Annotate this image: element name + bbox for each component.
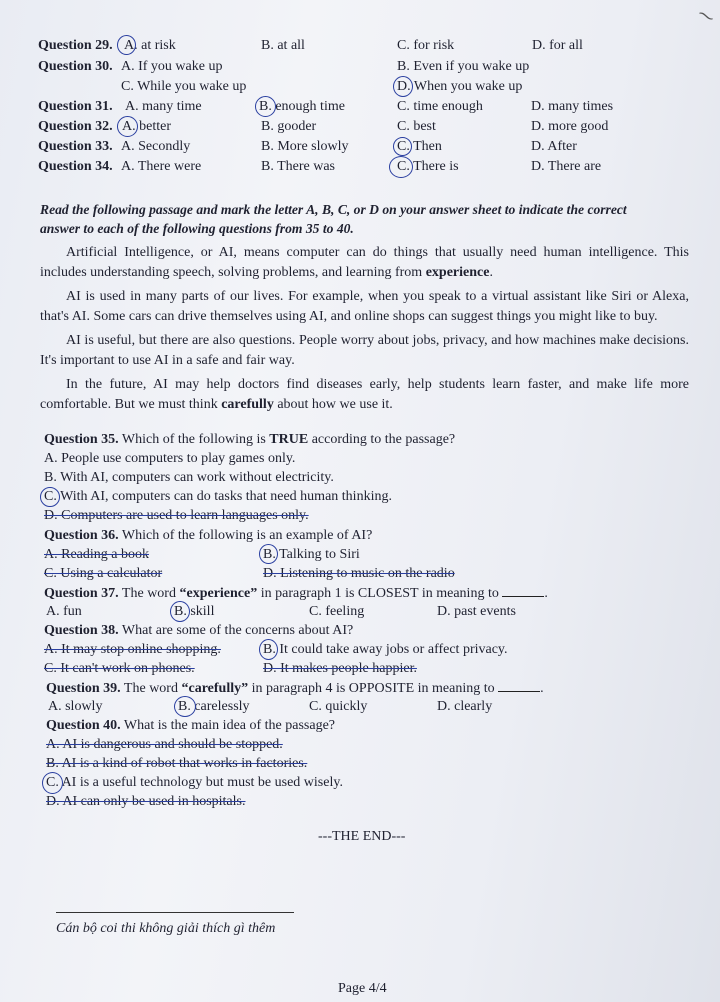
option-c: C. feeling [309,604,365,619]
stem-keyword: “carefully” [181,681,249,696]
keyword-carefully: carefully [221,397,274,412]
question-number: Question 32. [38,119,113,134]
option-b: B. enough time [259,99,345,114]
option-c: C. With AI, computers can do tasks that need human thinking. [44,489,392,504]
option-a: A. slowly [48,699,103,714]
option-c: C. While you wake up [121,79,247,94]
paragraph-text: about how we use it. [273,397,393,412]
option-b: B. gooder [261,119,317,134]
option-c: C. Using a calculator [44,566,163,581]
stem-text: in paragraph 1 is CLOSEST in meaning to [257,586,503,601]
question-stem [44,622,353,640]
option-a: A. many time [125,99,202,114]
option-b: B. With AI, computers can work without electricity. [44,470,334,485]
option-a: A. fun [46,604,82,619]
option-d: D. past events [437,604,516,619]
option-b: B. Even if you wake up [397,59,530,74]
option-a: A. at risk [124,38,176,53]
page-number: Page 4/4 [338,981,387,996]
stem-text: according to the passage? [308,432,456,447]
stem-text: . [540,681,544,696]
option-b: B. There was [261,159,335,174]
option-a: A. Reading a book [44,547,149,562]
stem-keyword: TRUE [269,432,309,447]
question-stem [44,527,372,545]
option-d: D. clearly [437,699,493,714]
question-number: Question 39. [46,681,121,696]
reading-passage [40,243,689,415]
option-d: D. Computers are used to learn languages only. [44,508,309,523]
option-b: B. carelessly [178,699,250,714]
question-number: Question 33. [38,139,113,154]
signature-line [56,912,294,913]
option-d: D. It makes people happier. [263,661,417,676]
the-end-marker: ---THE END--- [318,829,406,844]
question-stem [46,679,544,698]
option-c: C. for risk [397,38,455,53]
question-stem [44,584,548,603]
option-c: C. Then [397,139,442,154]
answer-blank [502,584,544,597]
option-c: C. time enough [397,99,483,114]
option-a: A. People use computers to play games only. [44,451,296,466]
paragraph-2: AI is used in many parts of our lives. For example, when you speak to a virtual assistant like Siri or Alexa, that's AI. Some cars can drive themselves using AI, and online shops can suggest things you might like to buy. [40,289,689,324]
question-number: Question 40. [46,718,121,733]
question-number: Question 29. [38,38,113,53]
keyword-experience: experience [425,265,490,280]
option-b: B. Talking to Siri [263,547,360,562]
stem-text: The word [120,681,182,696]
option-b: B. AI is a kind of robot that works in factories. [46,756,308,771]
option-d: D. There are [531,159,602,174]
paragraph-text: Artificial Intelligence, or AI, means computer can do things that usually need human intelligence. This includes understanding speech, solving problems, and learning from [40,245,689,280]
option-d: D. When you wake up [397,79,523,94]
question-number: Question 38. [44,623,119,638]
option-b: B. skill [174,604,215,619]
answer-blank [498,679,540,692]
option-d: D. many times [531,99,614,114]
instruction-line-1: Read the following passage and mark the letter A, B, C, or D on your answer sheet to indicate the correct [40,202,627,217]
stem-text: What is the main idea of the passage? [120,718,336,733]
option-a: A. If you wake up [121,59,223,74]
option-d: D. for all [532,38,583,53]
instruction-line-2: answer to each of the following questions from 35 to 40. [40,221,354,236]
option-d: D. Listening to music on the radio [263,566,455,581]
question-stem [44,431,455,449]
stem-keyword: “experience” [179,586,258,601]
paragraph-text: In the future, AI may help doctors find diseases early, help students learn faster, and make life more comfortable. But we must think [40,377,689,412]
paragraph-3: AI is useful, but there are also questions. People worry about jobs, privacy, and how machines make decisions. It's important to use AI in a safe and fair way. [40,333,689,368]
question-number: Question 34. [38,159,113,174]
stem-text: What are some of the concerns about AI? [118,623,354,638]
question-number: Question 35. [44,432,119,447]
stem-text: in paragraph 4 is OPPOSITE in meaning to [248,681,499,696]
proctor-note: Cán bộ coi thi không giải thích gì thêm [56,921,276,936]
question-number: Question 37. [44,586,119,601]
question-number: Question 30. [38,59,113,74]
option-c: C. There is [397,159,459,174]
option-d: D. After [531,139,577,154]
option-c: C. It can't work on phones. [44,661,195,676]
option-a: A. There were [121,159,202,174]
option-b: B. at all [261,38,305,53]
stem-text: Which of the following is [118,432,270,447]
option-b: B. It could take away jobs or affect privacy. [263,642,508,657]
option-a: A. Secondly [121,139,191,154]
stem-text: Which of the following is an example of AI? [118,528,373,543]
option-a: A. AI is dangerous and should be stopped. [46,737,283,752]
option-b: B. More slowly [261,139,349,154]
paragraph-1 [40,243,689,283]
option-d: D. AI can only be used in hospitals. [46,794,246,809]
page-corner-mark: ⁓ [694,5,717,28]
option-c: C. quickly [309,699,368,714]
stem-text: The word [118,586,180,601]
paragraph-4 [40,375,689,415]
stem-text: . [544,586,548,601]
option-a: A. better [122,119,171,134]
option-c: C. AI is a useful technology but must be used wisely. [46,775,343,790]
question-number: Question 31. [38,99,113,114]
question-number: Question 36. [44,528,119,543]
option-d: D. more good [531,119,609,134]
question-stem [46,717,335,735]
option-a: A. It may stop online shopping. [44,642,221,657]
paragraph-text: . [489,265,493,280]
option-c: C. best [397,119,436,134]
